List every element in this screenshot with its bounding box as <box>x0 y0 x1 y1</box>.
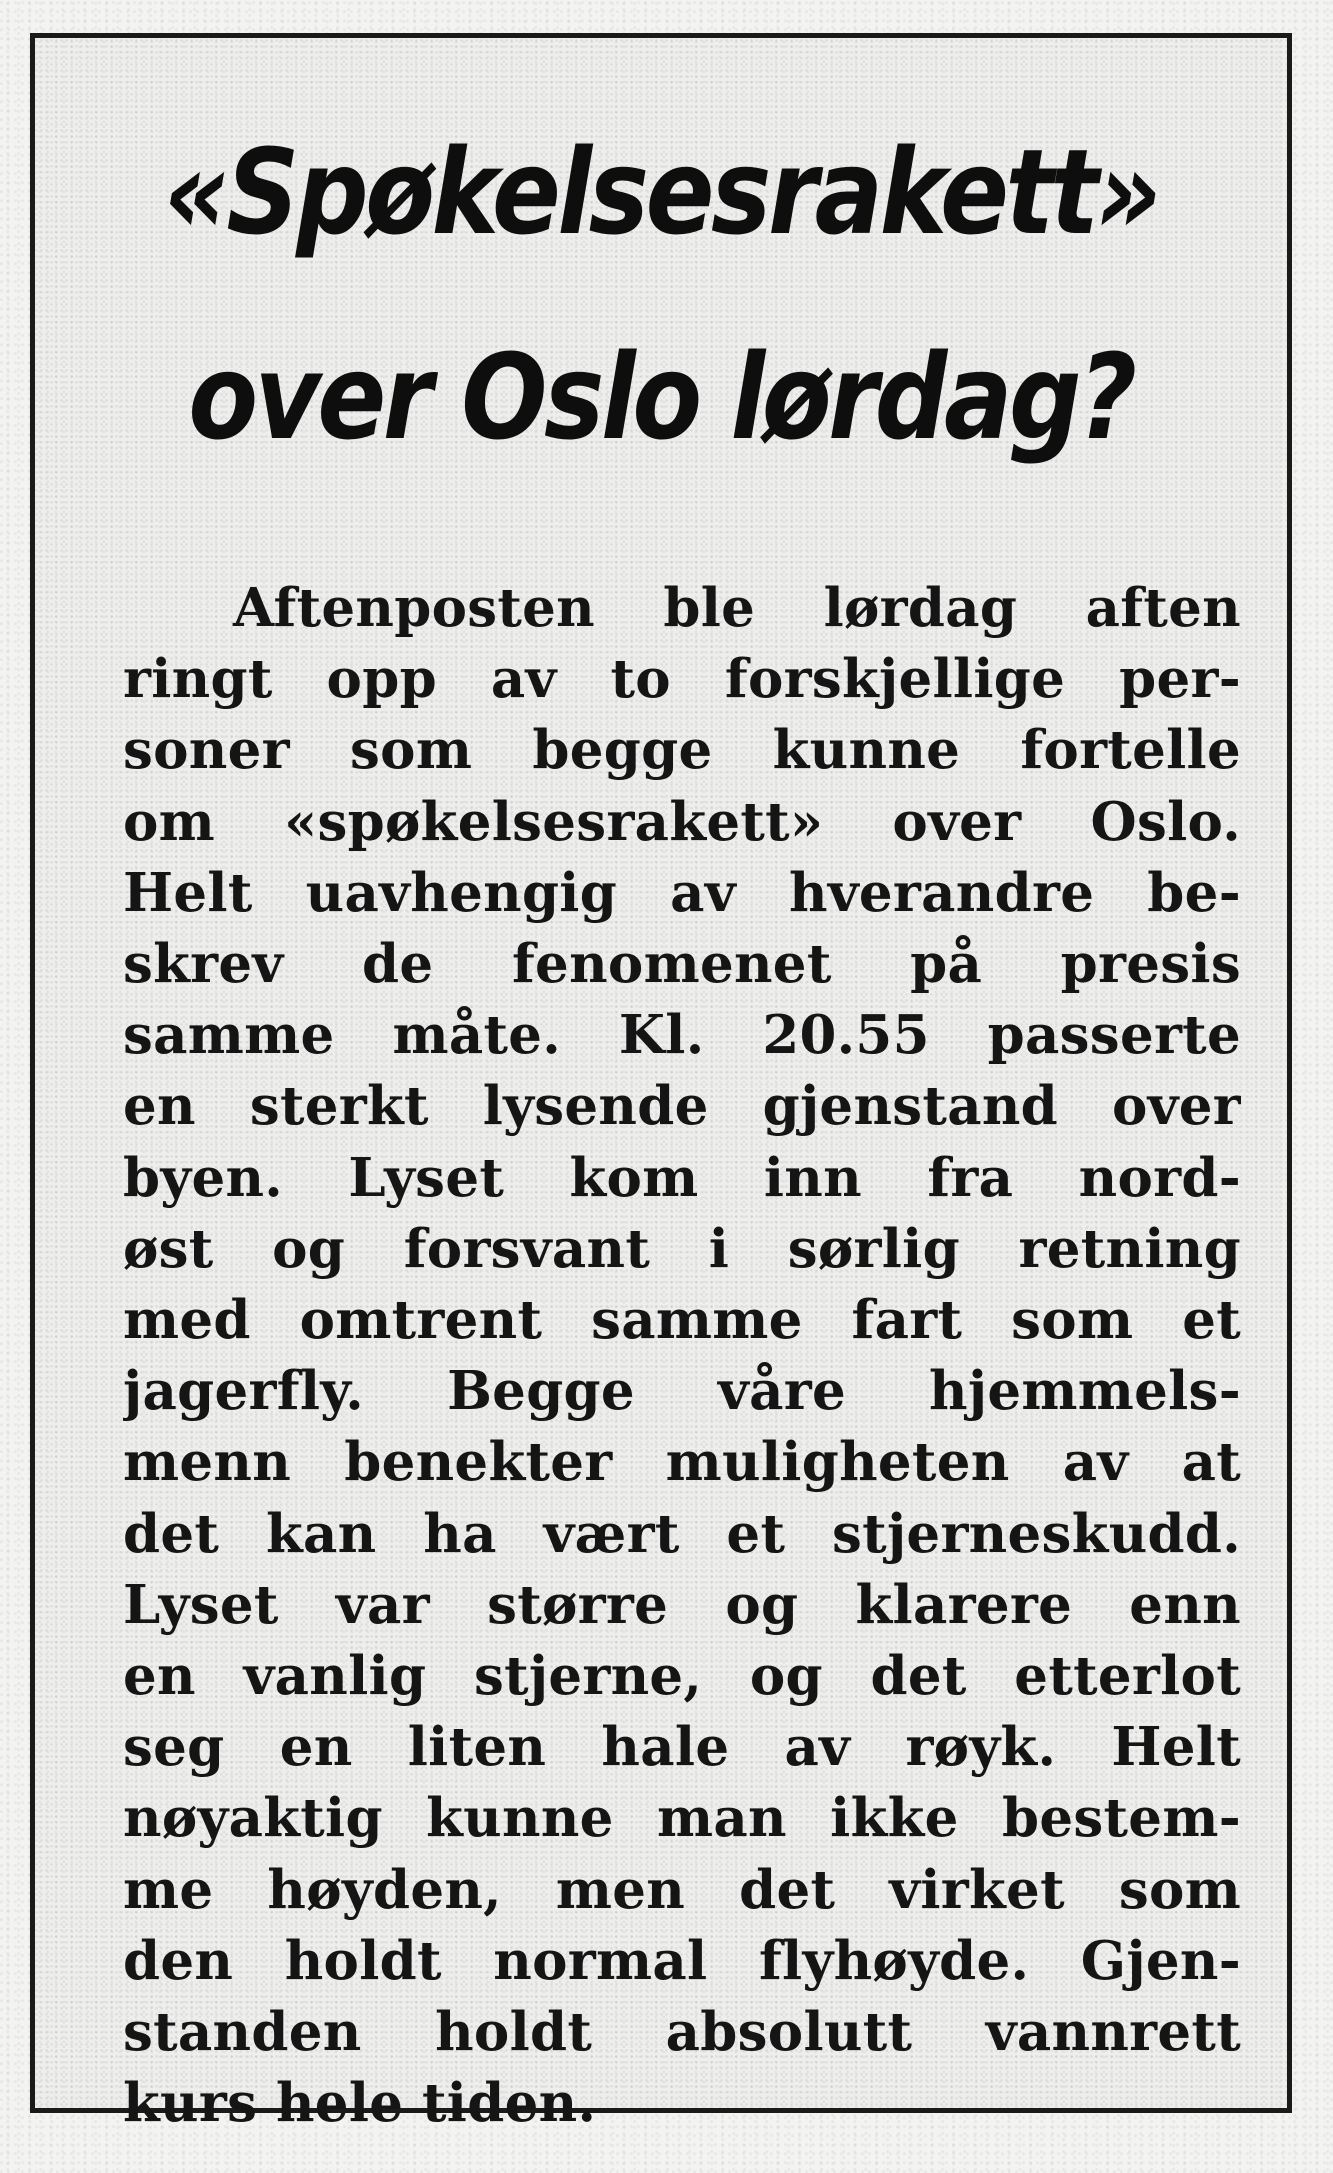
article-line: skrev de fenomenet på presis <box>123 933 1241 996</box>
headline-line-1: «Spøkelsesrakett» <box>163 123 1159 261</box>
article-line: en sterkt lysende gjenstand over <box>123 1075 1241 1138</box>
article-line: jagerfly. Begge våre hjemmels- <box>123 1360 1241 1423</box>
article-line: samme måte. Kl. 20.55 passerte <box>123 1004 1241 1067</box>
article-line: kurs hele tiden. <box>123 2072 597 2135</box>
article-line: soner som begge kunne fortelle <box>123 719 1241 782</box>
article-line: standen holdt absolutt vannrett <box>123 2001 1241 2064</box>
article-line: byen. Lyset kom inn fra nord- <box>123 1146 1241 1209</box>
article-line: en vanlig stjerne, og det etterlot <box>123 1645 1241 1708</box>
article-line: ringt opp av to forskjellige per- <box>123 648 1241 711</box>
article-line: øst og forsvant i sørlig retning <box>123 1217 1241 1280</box>
article-line: Aftenposten ble lørdag aften <box>233 577 1241 639</box>
article-line: om «spøkelsesrakett» over Oslo. <box>123 790 1241 853</box>
article-body <box>123 573 1241 2139</box>
article-line: den holdt normal flyhøyde. Gjen- <box>123 1929 1241 1992</box>
article-line: me høyden, men det virket som <box>123 1858 1241 1921</box>
article-line: det kan ha vært et stjerneskudd. <box>123 1502 1241 1565</box>
article-line: menn benekter muligheten av at <box>123 1431 1241 1494</box>
headline-line-2: over Oslo lørdag? <box>188 328 1134 466</box>
article-line: seg en liten hale av røyk. Helt <box>123 1716 1241 1779</box>
clipping-frame <box>30 33 1292 2135</box>
article-line: med omtrent samme fart som et <box>123 1289 1241 1352</box>
article-line: nøyaktig kunne man ikke bestem- <box>123 1787 1241 1850</box>
article-line: Lyset var større og klarere enn <box>123 1573 1241 1636</box>
article-line: Helt uavhengig av hverandre be- <box>123 861 1241 924</box>
